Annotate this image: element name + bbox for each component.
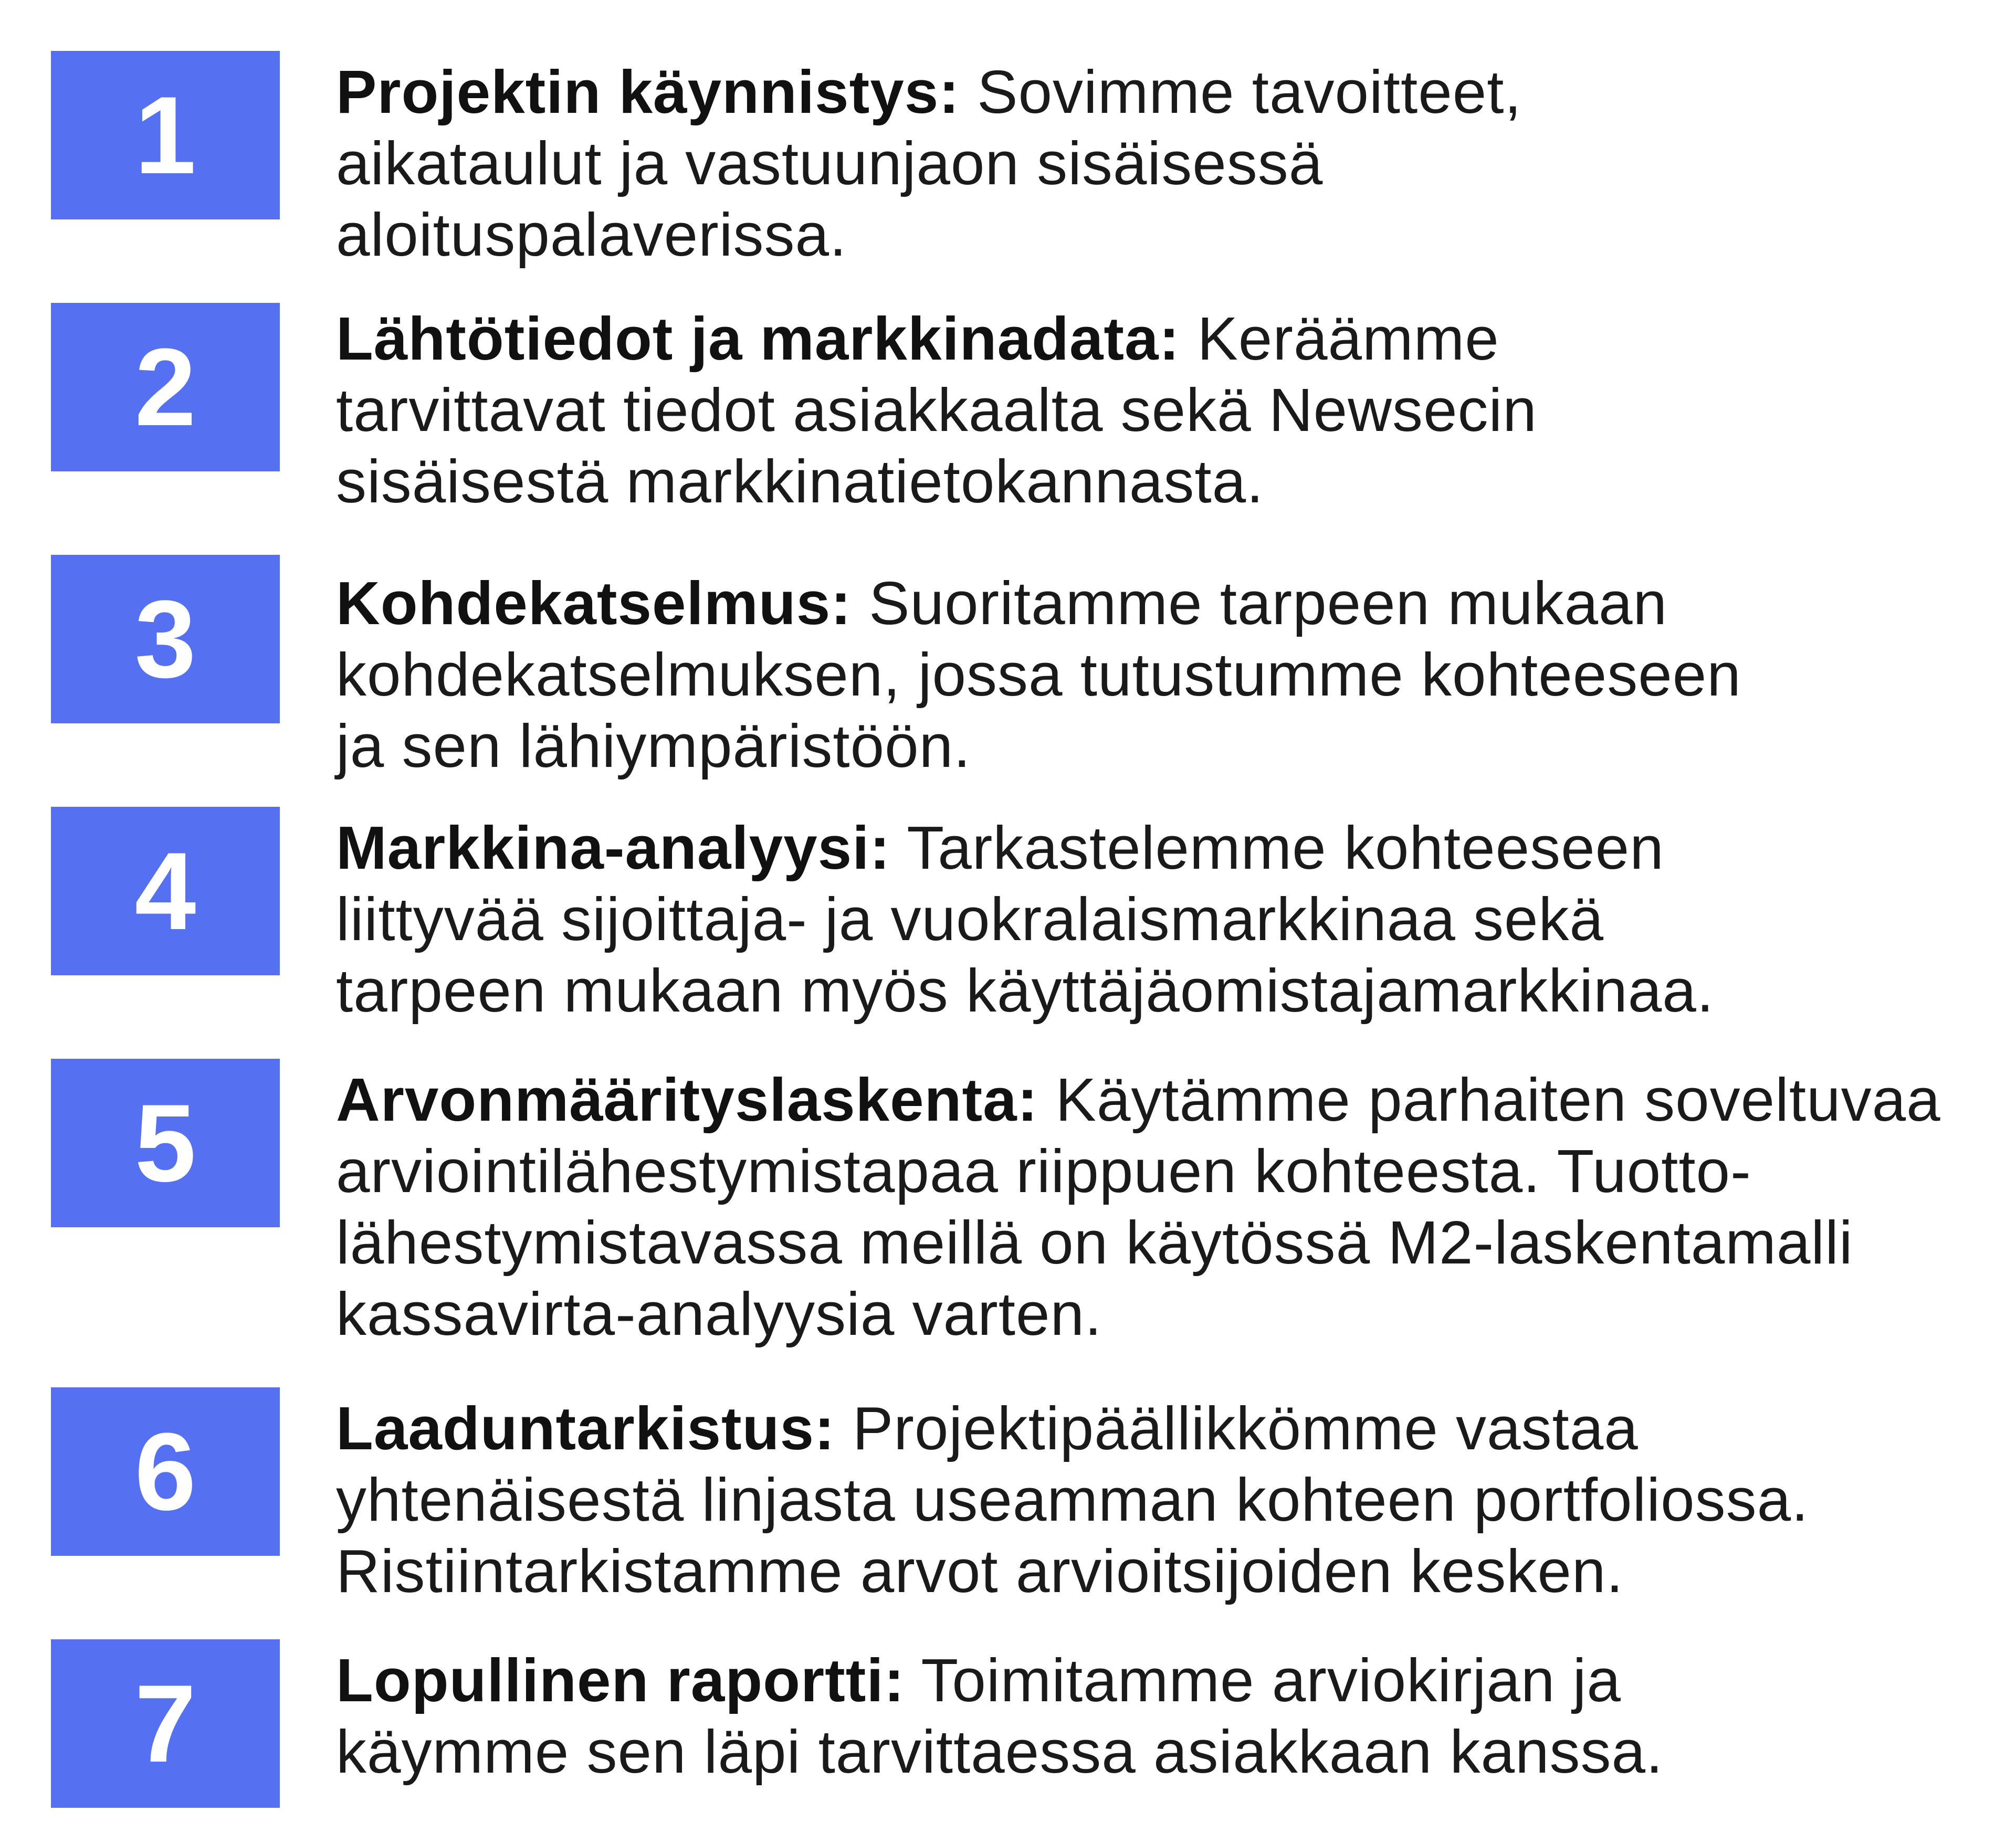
step-text-line: liittyvää sijoittaja- ja vuokralaismarkkinaa sekä	[336, 885, 1604, 953]
step-number-badge	[51, 51, 280, 219]
step-text-line: Sovimme tavoitteet,	[977, 58, 1522, 126]
step-number-badge	[51, 807, 280, 975]
step-description	[336, 567, 1984, 782]
step-line	[336, 303, 1984, 374]
step-title: Kohdekatselmus:	[336, 569, 852, 637]
step-description	[336, 303, 1984, 517]
step-text-line: Tarkastelemme kohteeseen	[907, 814, 1664, 882]
step-line	[336, 1393, 1984, 1464]
step-text-line: tarpeen mukaan myös käyttäjäomistajamarkkinaa.	[336, 956, 1714, 1025]
step-number-badge	[51, 555, 280, 723]
step-title: Laaduntarkistus:	[336, 1394, 835, 1462]
step-line	[336, 1645, 1984, 1716]
step-number-badge	[51, 303, 280, 471]
step-text-line: Ristiintarkistamme arvot arvioitsijoiden kesken.	[336, 1537, 1624, 1605]
step-title: Projektin käynnistys:	[336, 58, 960, 126]
step-description	[336, 56, 1984, 270]
step-text-line: Toimitamme arviokirjan ja	[921, 1646, 1621, 1714]
step-number-badge	[51, 1059, 280, 1227]
step-text-line: kohdekatselmuksen, jossa tutustumme kohteeseen	[336, 640, 1741, 709]
step-line	[336, 567, 1984, 639]
step-text-line: yhtenäisestä linjasta useamman kohteen portfoliossa.	[336, 1466, 1809, 1534]
step-text-line: sisäisestä markkinatietokannasta.	[336, 447, 1264, 515]
step-description	[336, 1393, 1984, 1607]
step-number: 6	[134, 1409, 196, 1533]
step-title: Lähtötiedot ja markkinadata:	[336, 304, 1180, 373]
step-line	[336, 56, 1984, 128]
step-text-line: Suoritamme tarpeen mukaan	[869, 569, 1668, 637]
step-text-line: arviointilähestymistapaa riippuen kohteesta. Tuotto-	[336, 1137, 1751, 1205]
step-text-line: lähestymistavassa meillä on käytössä M2-laskentamalli	[336, 1208, 1853, 1277]
step-number: 5	[134, 1081, 196, 1205]
step-title: Markkina-analyysi:	[336, 814, 891, 882]
step-text-line: käymme sen läpi tarvittaessa asiakkaan kanssa.	[336, 1718, 1664, 1786]
step-line	[336, 1064, 1984, 1135]
step-number-badge	[51, 1639, 280, 1808]
step-line	[336, 812, 1984, 883]
step-number: 7	[134, 1661, 196, 1785]
step-description	[336, 1645, 1984, 1787]
step-number-badge	[51, 1387, 280, 1556]
step-number: 2	[134, 325, 196, 449]
step-text-line: tarvittavat tiedot asiakkaalta sekä Newsecin	[336, 376, 1537, 444]
step-number: 3	[134, 577, 196, 701]
step-text-line: ja sen lähiympäristöön.	[336, 712, 971, 780]
step-text-line: kassavirta-analyysia varten.	[336, 1280, 1102, 1348]
step-text-line: Keräämme	[1197, 304, 1499, 373]
step-text-line: aloituspalaverissa.	[336, 201, 847, 269]
step-description	[336, 1064, 1984, 1350]
step-description	[336, 812, 1984, 1026]
step-title: Lopullinen raportti:	[336, 1646, 905, 1714]
step-text-line: Käytämme parhaiten soveltuvaa	[1055, 1066, 1941, 1134]
step-text-line: Projektipäällikkömme vastaa	[852, 1394, 1639, 1462]
step-title: Arvonmäärityslaskenta:	[336, 1066, 1038, 1134]
step-text-line: aikataulut ja vastuunjaon sisäisessä	[336, 129, 1324, 197]
step-number: 4	[134, 829, 196, 953]
step-number: 1	[134, 73, 196, 197]
